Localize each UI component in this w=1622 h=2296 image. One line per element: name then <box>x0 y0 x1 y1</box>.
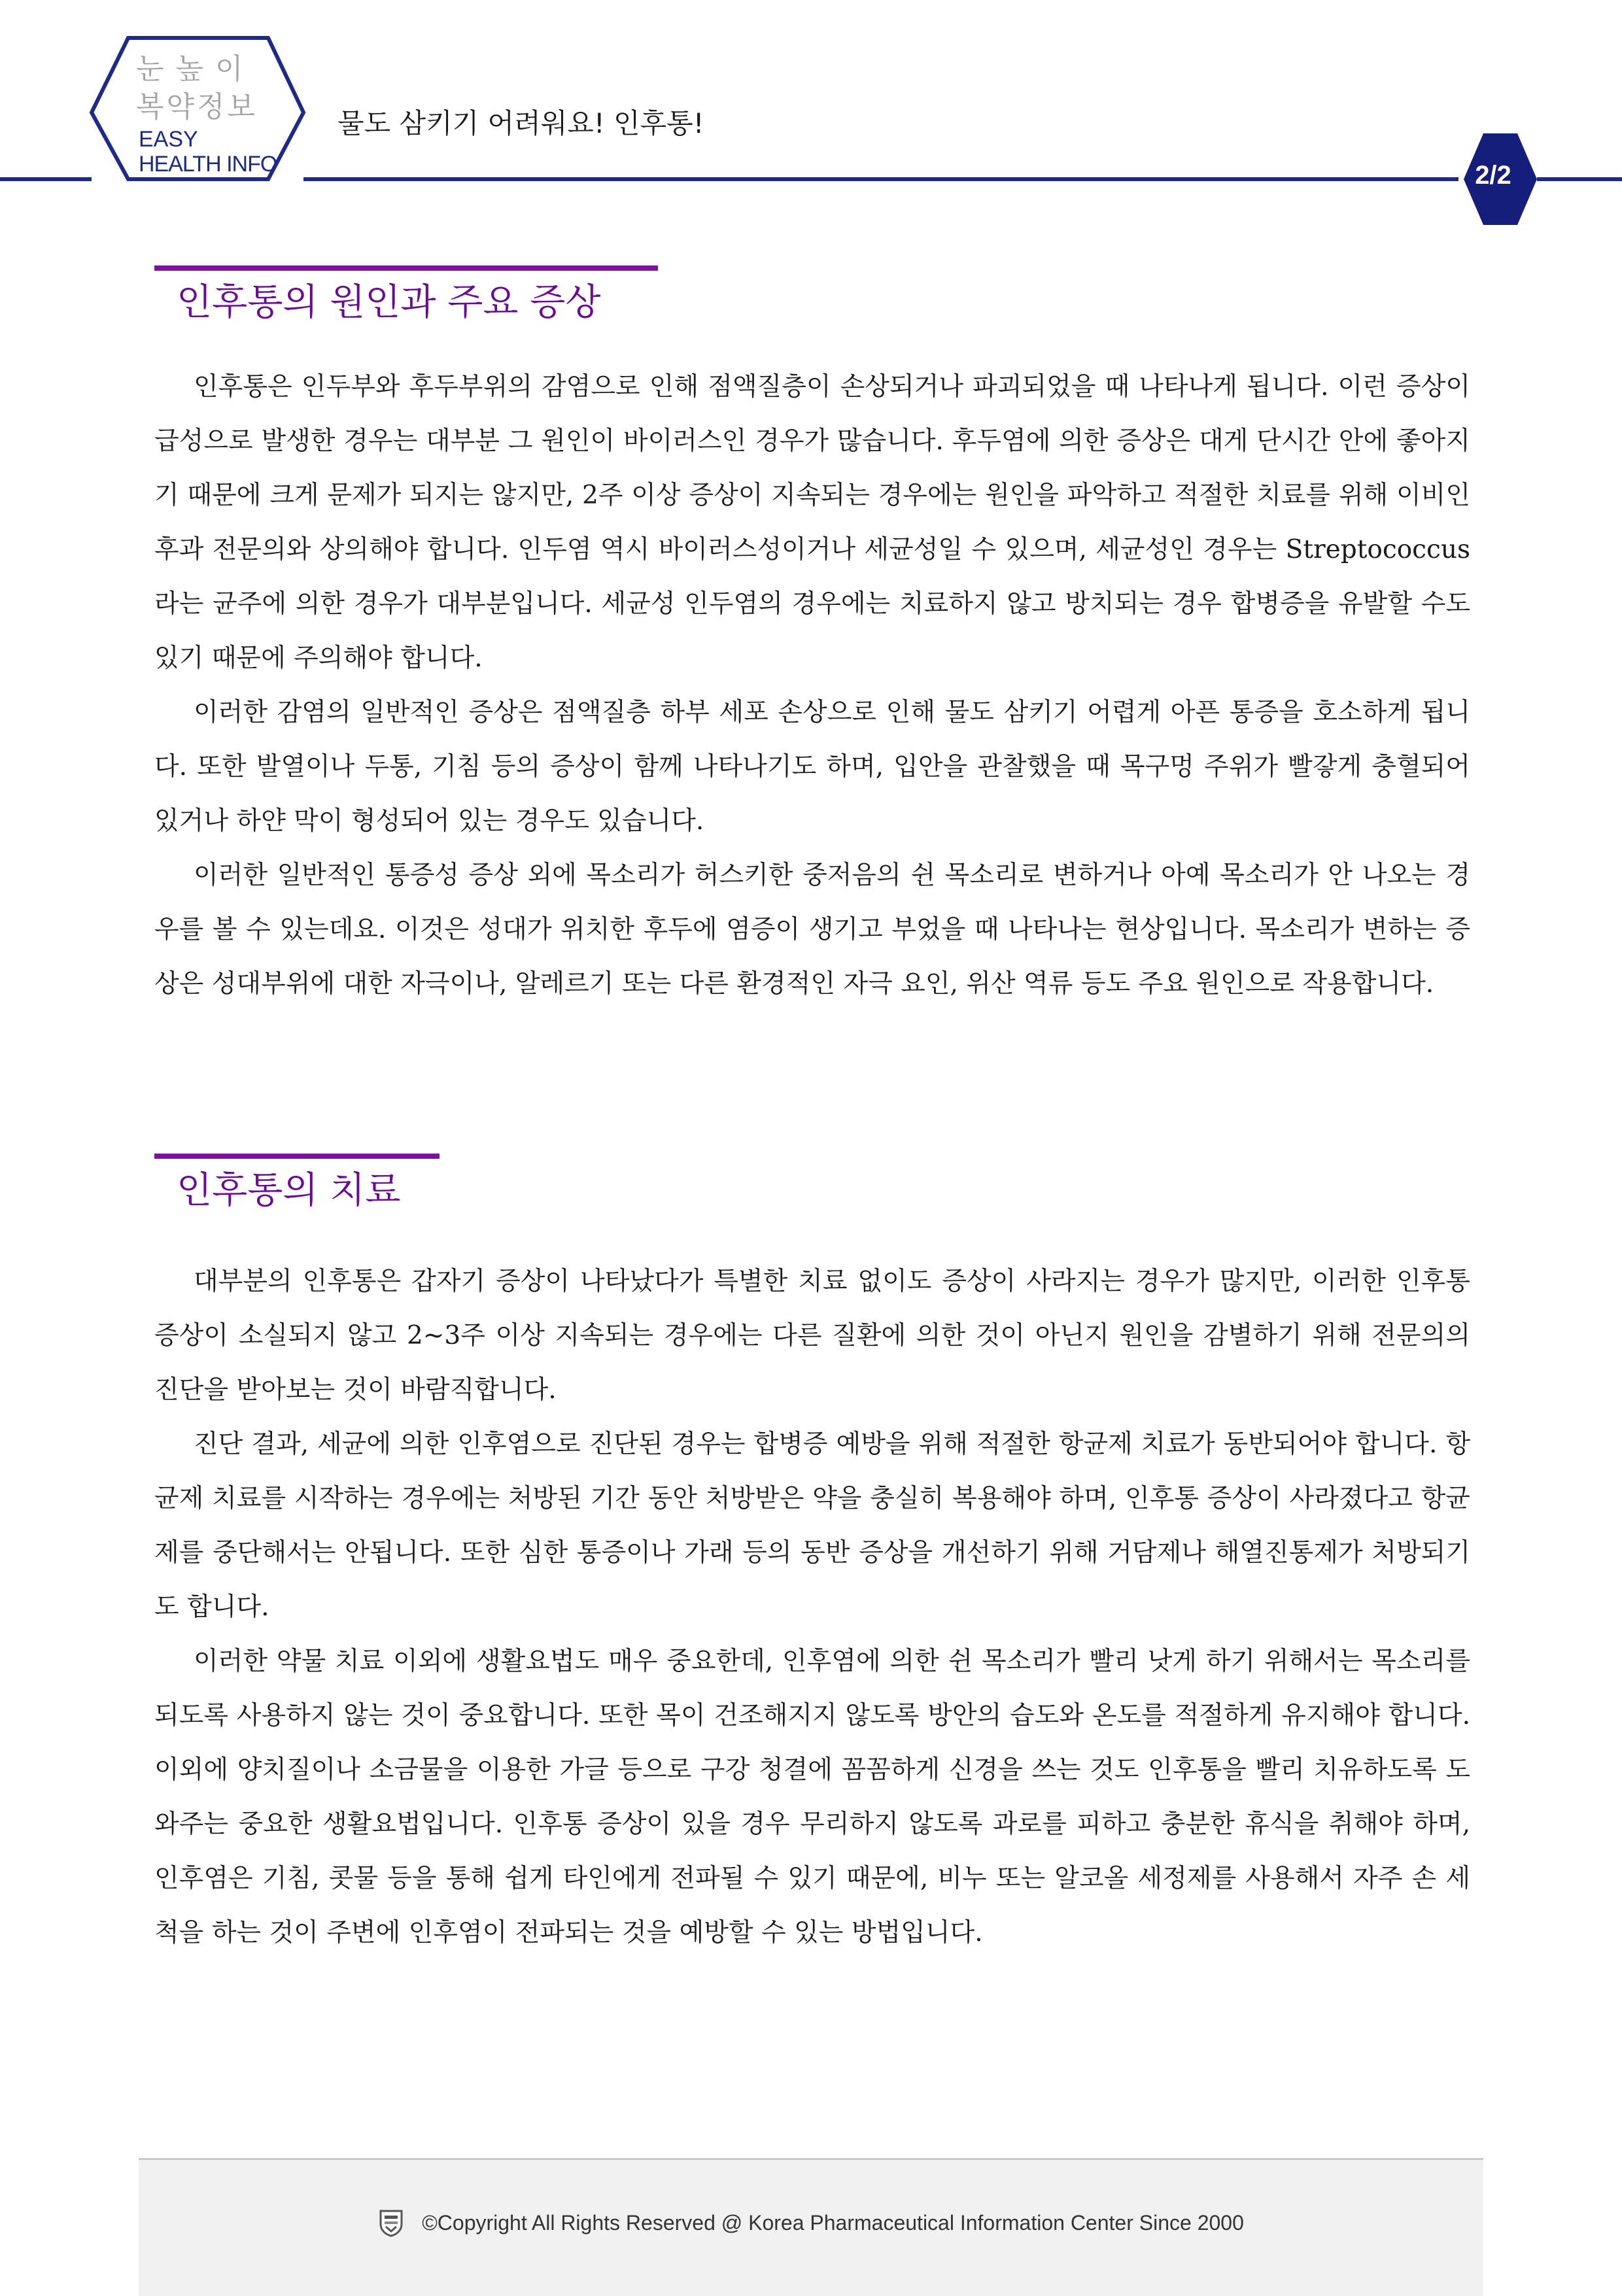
paragraph: 인후통은 인두부와 후두부위의 감염으로 인해 점액질층이 손상되거나 파괴되었을 때 나타나게 됩니다. 이런 증상이 급성으로 발생한 경우는 대부분 그 원인이 바이러스인 경우가 많습니다. 후두염에 의한 증상은 대게 단시간 안에 좋아지기 때문에 크게 문제가 되지는 않지만, 2주 이상 증상이 지속되는 경우에는 원인을 파악하고 적절한 치료를 위해 이비인후과 전문의와 상의해야 합니다. 인두염 역시 바이러스성이거나 세균성일 수 있으며, 세균성인 경우는 Streptococcus라는 균주에 의한 경우가 대부분입니다. 세균성 인두염의 경우에는 치료하지 않고 방치되는 경우 합병증을 유발할 수도 있기 때문에 주의해야 합니다. <box>154 372 1470 673</box>
paragraph: 이러한 감염의 일반적인 증상은 점액질층 하부 세포 손상으로 인해 물도 삼키기 어렵게 아픈 통증을 호소하게 됩니다. 또한 발열이나 두통, 기침 등의 증상이 함께 나타나기도 하며, 입안을 관찰했을 때 목구멍 주위가 빨갛게 충혈되어 있거나 하얀 막이 형성되어 있는 경우도 있습니다. <box>154 698 1470 836</box>
copyright-text: ©Copyright All Rights Reserved @ Korea Pharmaceutical Information Center Since 2000 <box>422 2210 1244 2235</box>
page-number: 2/2 <box>1475 161 1511 190</box>
kpic-emblem-icon <box>378 2208 404 2237</box>
section-body-treatment <box>154 1254 1470 1960</box>
logo-korean-line1: 눈높이 <box>136 52 255 86</box>
footer <box>139 2158 1483 2296</box>
section-title: 인후통의 치료 <box>177 1169 401 1212</box>
paragraph: 진단 결과, 세균에 의한 인후염으로 진단된 경우는 합병증 예방을 위해 적절한 항균제 치료가 동반되어야 합니다. 항균제 치료를 시작하는 경우에는 처방된 기간 동안 처방받은 약을 충실히 복용해야 하며, 인후통 증상이 사라졌다고 항균제를 중단해서는 안됩니다. 또한 심한 통증이나 가래 등의 동반 증상을 개선하기 위해 거담제나 해열진통제가 처방되기도 합니다. <box>154 1430 1470 1622</box>
logo-english-line1: EASY <box>139 127 198 152</box>
paragraph: 이러한 약물 치료 이외에 생활요법도 매우 중요한데, 인후염에 의한 쉰 목소리가 빨리 낫게 하기 위해서는 목소리를 되도록 사용하지 않는 것이 중요합니다. 또한 목이 건조해지지 않도록 방안의 습도와 온도를 적절하게 유지해야 합니다. 이외에 양치질이나 소금물을 이용한 가글 등으로 구강 청결에 꼼꼼하게 신경을 쓰는 것도 인후통을 빨리 치유하도록 도와주는 중요한 생활요법입니다. 인후통 증상이 있을 경우 무리하지 않도록 과로를 피하고 충분한 휴식을 취해야 하며, 인후염은 기침, 콧물 등을 통해 쉽게 타인에게 전파될 수 있기 때문에, 비누 또는 알코올 세정제를 사용해서 자주 손 세척을 하는 것이 주변에 인후염이 전파되는 것을 예방할 수 있는 방법입니다. <box>154 1647 1470 1947</box>
section-rule <box>154 1154 440 1159</box>
document-title: 물도 삼키기 어려워요! 인후통! <box>337 107 704 139</box>
section-heading-treatment <box>154 1154 1470 1211</box>
section-rule <box>154 266 658 271</box>
section-body-causes <box>154 360 1470 1011</box>
section-title: 인후통의 원인과 주요 증상 <box>177 281 601 324</box>
paragraph: 대부분의 인후통은 갑자기 증상이 나타났다가 특별한 치료 없이도 증상이 사라지는 경우가 많지만, 이러한 인후통 증상이 소실되지 않고 2~3주 이상 지속되는 경우에는 다른 질환에 의한 것이 아닌지 원인을 감별하기 위해 전문의의 진단을 받아보는 것이 바람직합니다. <box>154 1267 1470 1405</box>
logo-english-line2: HEALTH INFO <box>139 152 277 177</box>
section-heading-causes <box>154 266 1470 323</box>
logo-korean-line2: 복약정보 <box>136 90 258 124</box>
paragraph: 이러한 일반적인 통증성 증상 외에 목소리가 허스키한 중저음의 쉰 목소리로 변하거나 아예 목소리가 안 나오는 경우를 볼 수 있는데요. 이것은 성대가 위치한 후두에 염증이 생기고 부었을 때 나타나는 현상입니다. 목소리가 변하는 증상은 성대부위에 대한 자극이나, 알레르기 또는 다른 환경적인 자극 요인, 위산 역류 등도 주요 원인으로 작용합니다. <box>154 861 1470 999</box>
